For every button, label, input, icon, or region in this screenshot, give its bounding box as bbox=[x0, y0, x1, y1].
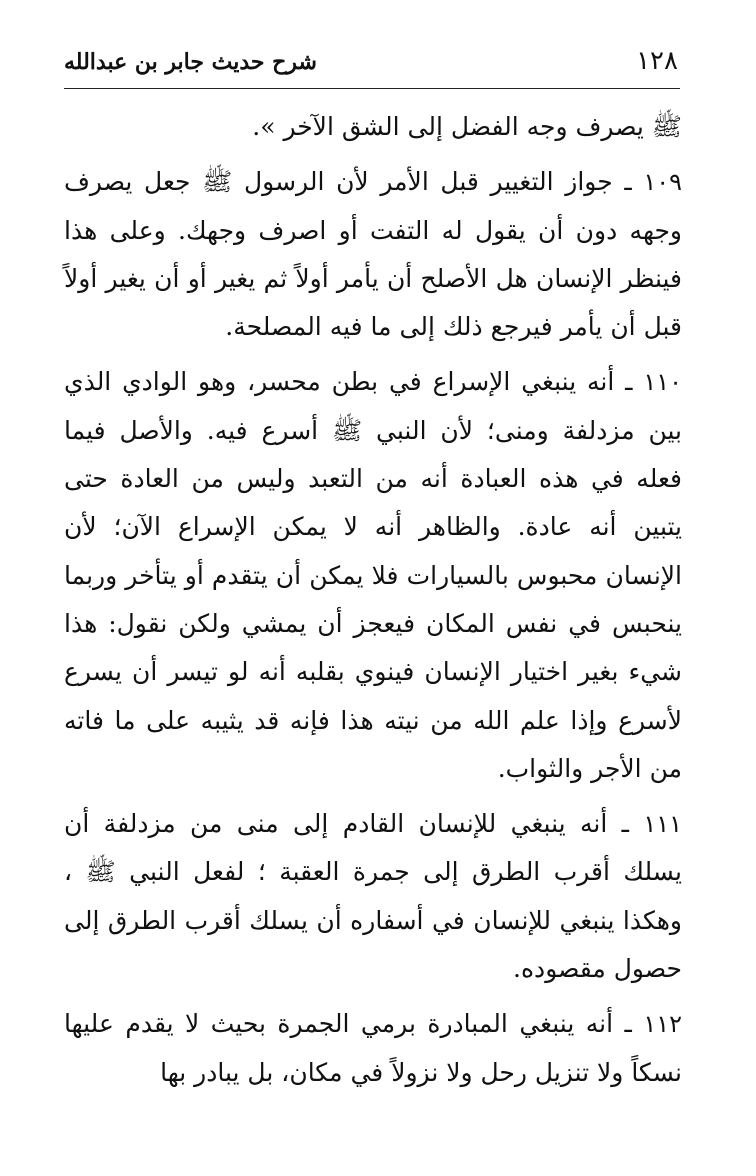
item-text: ـ جواز التغيير قبل الأمر لأن الرسول ﷺ جعل يصرف وجهه دون أن يقول له التفت أو اصرف وجهك. وعلى هذا فينظر الإنسان هل الأصلح أن يأمر أولاً ثم يغير أو أن يغير أولاً قبل أن يأمر فيرجع ذلك إلى ما فيه المصلحة. bbox=[64, 167, 682, 342]
item-number: ١١٢ bbox=[643, 1010, 682, 1039]
item-text: ـ أنه ينبغي المبادرة برمي الجمرة بحيث لا يقدم عليها نسكاً ولا تنزيل رحل ولا نزولاً في مكان، بل يبادر بها bbox=[64, 1009, 682, 1087]
item-111-paragraph bbox=[64, 800, 682, 993]
header-rule bbox=[64, 88, 680, 89]
page-body bbox=[64, 103, 682, 1097]
item-text: ـ أنه ينبغي الإسراع في بطن محسر، وهو الوادي الذي بين مزدلفة ومنى؛ لأن النبي ﷺ أسرع فيه. والأصل فيما فعله في هذه العبادة أنه من التعبد وليس من العادة حتى يتبين أنه عادة. والظاهر أنه لا يمكن الإسراع الآن؛ لأن الإنسان محبوس بالسيارات فلا يمكن أن يتقدم أو يتأخر وربما ينحبس في نفس المكان فيعجز أن يمشي ولكن نقول: هذا شيء بغير اختيار الإنسان فينوي بقلبه أنه لو تيسر أن يسرع لأسرع وإذا علم الله من نيته هذا فإنه قد يثيبه على ما فاته من الأجر والثواب. bbox=[64, 367, 682, 783]
running-title: شرح حديث جابر بن عبدالله bbox=[64, 49, 317, 75]
item-number: ١١١ bbox=[643, 810, 682, 839]
item-number: ١١٠ bbox=[643, 368, 682, 397]
page-header bbox=[64, 44, 678, 84]
item-110-paragraph bbox=[64, 358, 682, 793]
item-text: ـ أنه ينبغي للإنسان القادم إلى منى من مزدلفة أن يسلك أقرب الطرق إلى جمرة العقبة ؛ لفعل النبي ﷺ ، وهكذا ينبغي للإنسان في أسفاره أن يسلك أقرب الطرق إلى حصول مقصوده. bbox=[64, 809, 682, 984]
item-109-paragraph bbox=[64, 158, 682, 351]
item-112-paragraph bbox=[64, 1000, 682, 1097]
continuation-paragraph: ﷺ يصرف وجه الفضل إلى الشق الآخر ». bbox=[252, 112, 682, 141]
page-number: ١٢٨ bbox=[636, 46, 678, 76]
item-number: ١٠٩ bbox=[643, 168, 682, 197]
